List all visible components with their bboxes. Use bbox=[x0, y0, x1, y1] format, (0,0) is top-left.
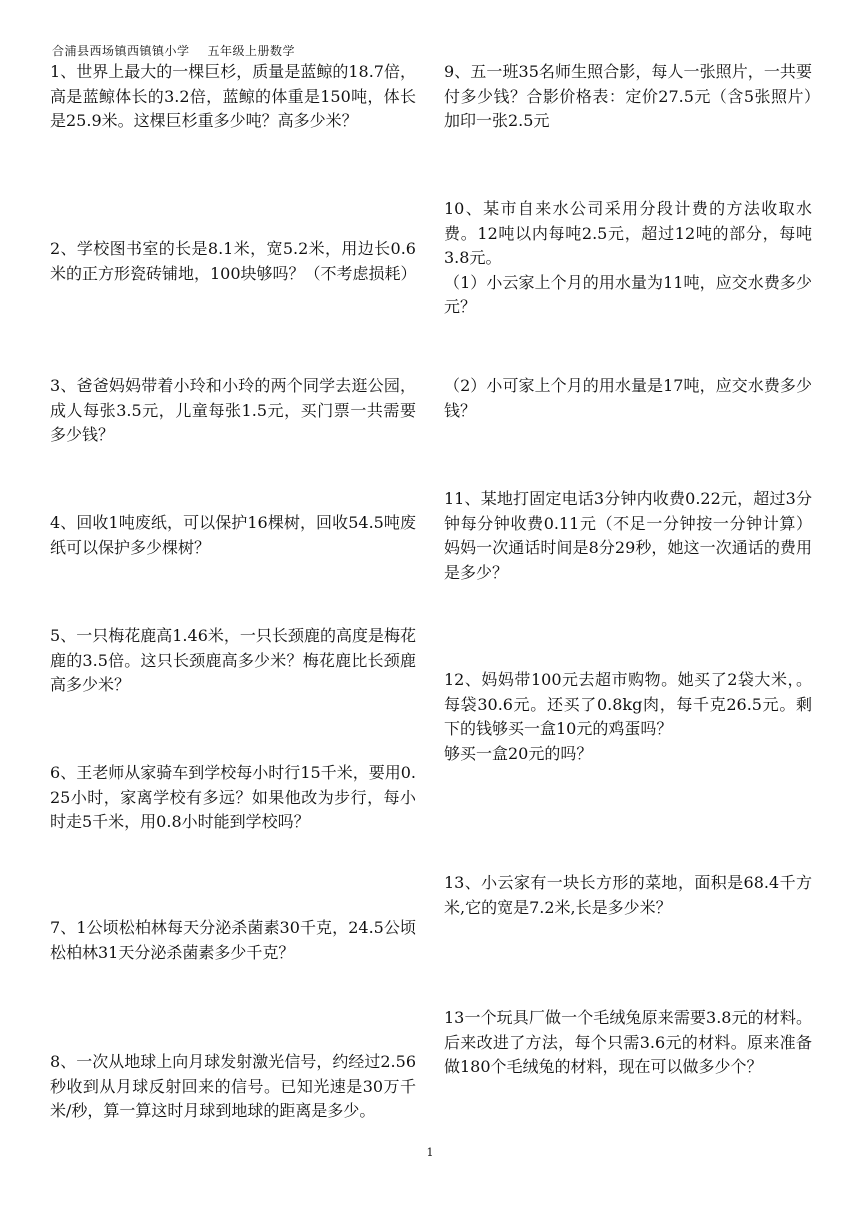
question-5: 5、一只梅花鹿高1.46米，一只长颈鹿的高度是梅花鹿的3.5倍。这只长颈鹿高多少米？梅花鹿比长颈鹿高多少米？ bbox=[50, 626, 416, 694]
question-10: 10、某市自来水公司采用分段计费的方法收取水费。12吨以内每吨2.5元，超过12吨的部分，每吨3.8元。 （1）小云家上个月的用水量为11吨，应交水费多少元？ bbox=[444, 199, 812, 316]
question-4: 4、回收1吨废纸，可以保护16棵树，回收54.5吨废纸可以保护多少棵树？ bbox=[50, 513, 416, 557]
school-name: 合浦县西场镇西镇镇小学 bbox=[52, 44, 190, 58]
question-10-part-2: （2）小可家上个月的用水量是17吨，应交水费多少钱？ bbox=[444, 376, 812, 420]
question-7: 7、1公顷松柏林每天分泌杀菌素30千克，24.5公顷松柏林31天分泌杀菌素多少千克？ bbox=[50, 918, 416, 962]
question-13: 13、小云家有一块长方形的菜地，面积是68.4千方米,它的宽是7.2米,长是多少米？ bbox=[444, 873, 812, 917]
question-14: 13一个玩具厂做一个毛绒兔原来需要3.8元的材料。后来改进了方法，每个只需3.6元的材料。原来准备做180个毛绒兔的材料，现在可以做多少个？ bbox=[444, 1008, 812, 1076]
grade-subject: 五年级上册数学 bbox=[207, 44, 296, 58]
question-1: 1、世界上最大的一棵巨杉，质量是蓝鲸的18.7倍，高是蓝鲸体长的3.2倍，蓝鲸的体重是150吨，体长是25.9米。这棵巨杉重多少吨？高多少米？ bbox=[50, 62, 416, 130]
question-3: 3、爸爸妈妈带着小玲和小玲的两个同学去逛公园，成人每张3.5元，儿童每张1.5元，买门票一共需要多少钱？ bbox=[50, 376, 416, 444]
question-6: 6、王老师从家骑车到学校每小时行15千米，要用0.25小时，家离学校有多远？如果他改为步行，每小时走5千米，用0.8小时能到学校吗？ bbox=[50, 763, 416, 831]
page-number: 1 bbox=[426, 1146, 434, 1159]
question-11: 11、某地打固定电话3分钟内收费0.22元，超过3分钟每分钟收费0.11元（不足一分钟按一分钟计算）妈妈一次通话时间是8分29秒，她这一次通话的费用是多少？ bbox=[444, 489, 812, 582]
question-9: 9、五一班35名师生照合影，每人一张照片，一共要付多少钱？合影价格表：定价27.5元（含5张照片） 加印一张2.5元 bbox=[444, 62, 845, 130]
question-8: 8、一次从地球上向月球发射激光信号，约经过2.56秒收到从月球反射回来的信号。已知光速是30万千米/秒，算一算这时月球到地球的距离是多少。 bbox=[50, 1052, 416, 1120]
page-header bbox=[52, 42, 295, 59]
question-2: 2、学校图书室的长是8.1米，宽5.2米，用边长0.6米的正方形瓷砖铺地，100块够吗？（不考虑损耗） bbox=[50, 239, 417, 283]
question-12: 12、妈妈带100元去超市购物。她买了2袋大米，。每袋30.6元。还买了0.8kg肉，每千克26.5元。剩下的钱够买一盒10元的鸡蛋吗？ 够买一盒20元的吗？ bbox=[444, 670, 812, 763]
